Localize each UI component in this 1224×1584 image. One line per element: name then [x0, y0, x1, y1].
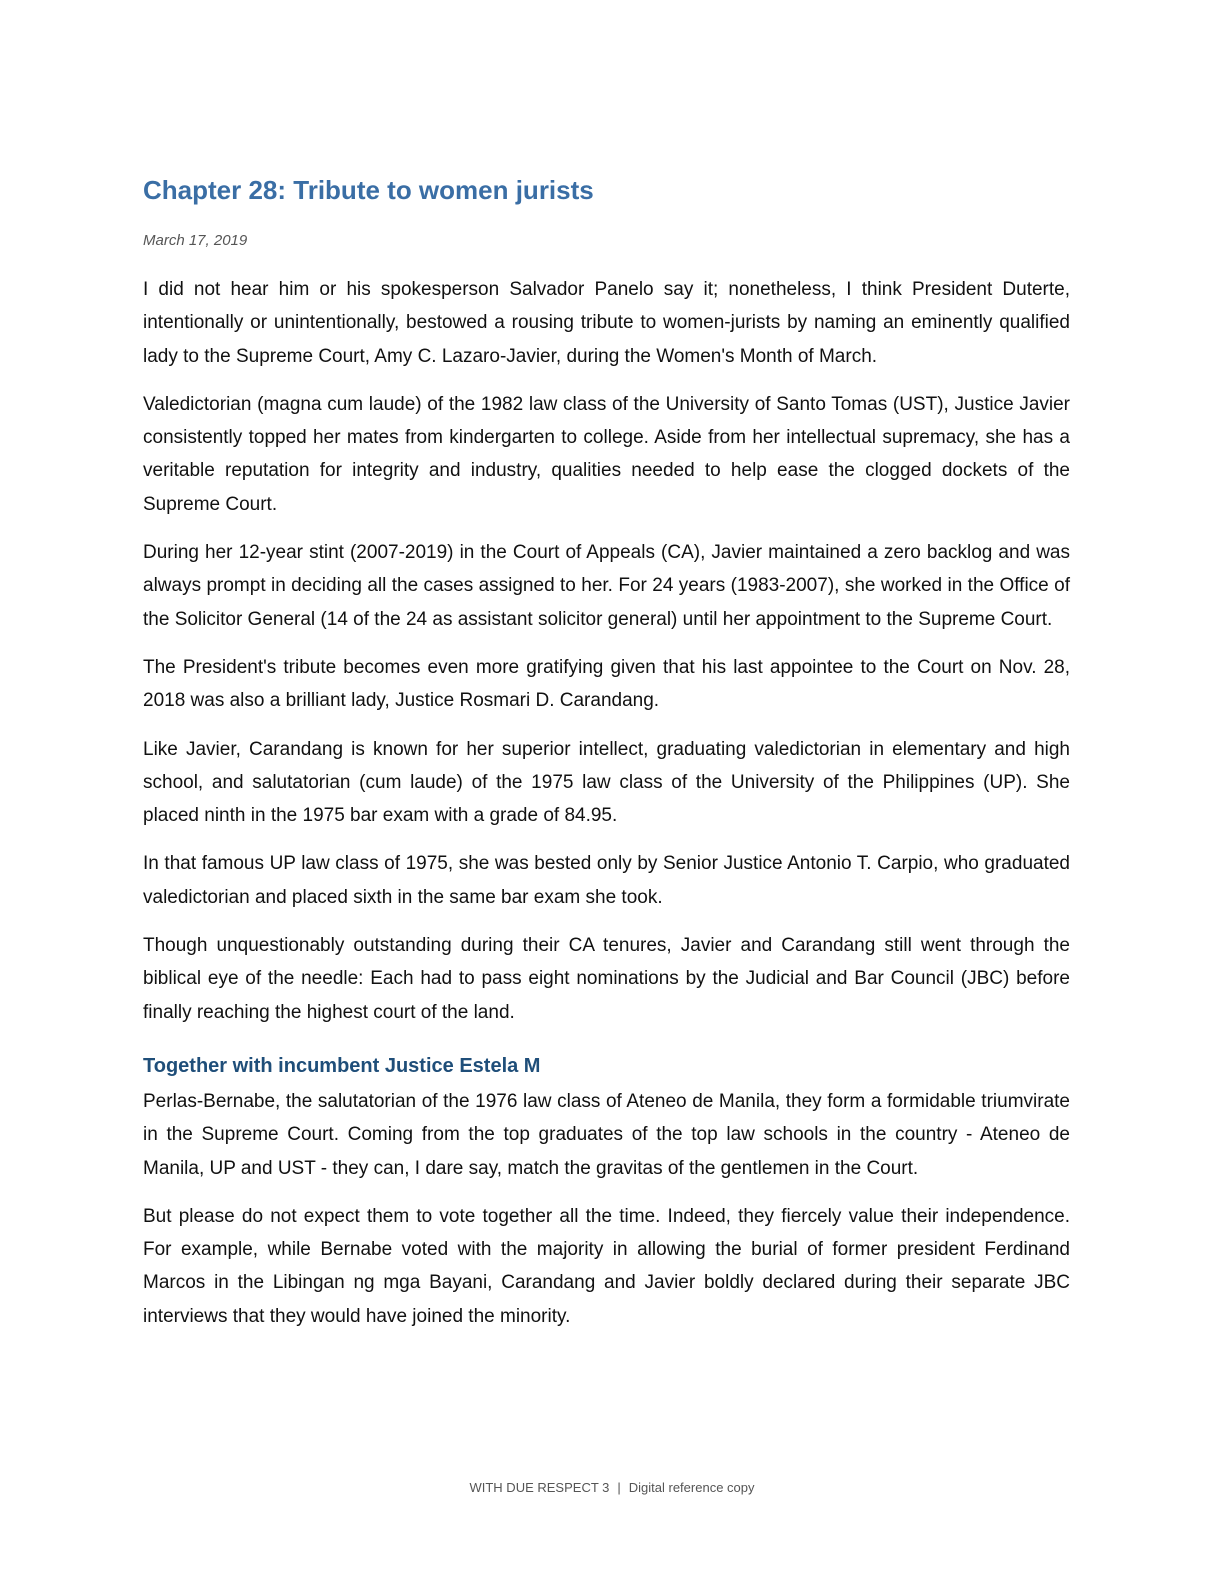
paragraph: Perlas-Bernabe, the salutatorian of the 1976 law class of Ateneo de Manila, they form a formidable triumvirate in the Supreme Court. Coming from the top graduates of the top law schools in the country - Ateneo de Manila, UP and UST - they can, I dare say, match the gravitas of the gentlemen in the Court.	[143, 1090, 1070, 1179]
article-body-continued	[143, 1085, 1070, 1333]
chapter-title: Chapter 28: Tribute to women jurists	[143, 175, 594, 205]
footer-note: Digital reference copy	[628, 1480, 755, 1495]
paragraph: The President's tribute becomes even more gratifying given that his last appointee to the Court on Nov. 28, 2018 was also a brilliant lady, Justice Rosmari D. Carandang.	[143, 656, 1070, 712]
paragraph: But please do not expect them to vote together all the time. Indeed, they fiercely value their independence. For example, while Bernabe voted with the majority in allowing the burial of former president Ferdinand Marcos in the Libingan ng mga Bayani, Carandang and Javier boldly declared during their separate JBC interviews that they would have joined the minority.	[143, 1205, 1070, 1327]
paragraph: Like Javier, Carandang is known for her superior intellect, graduating valedictorian in elementary and high school, and salutatorian (cum laude) of the 1975 law class of the University of the Philippines (UP). She placed ninth in the 1975 bar exam with a grade of 84.95.	[143, 738, 1070, 827]
paragraph: In that famous UP law class of 1975, she was bested only by Senior Justice Antonio T. Carpio, who graduated valedictorian and placed sixth in the same bar exam she took.	[143, 853, 1070, 908]
document-page	[143, 170, 1070, 1348]
page-footer	[0, 1478, 1224, 1498]
section-subheading: Together with incumbent Justice Estela M	[143, 1054, 541, 1077]
paragraph: Though unquestionably outstanding during their CA tenures, Javier and Carandang still went through the biblical eye of the needle: Each had to pass eight nominations by the Judicial and Bar Council (JBC) before finally reaching the highest court of the land.	[143, 935, 1070, 1023]
article-body	[143, 273, 1070, 1029]
paragraph: I did not hear him or his spokesperson Salvador Panelo say it; nonetheless, I think President Duterte, intentionally or unintentionally, bestowed a rousing tribute to women-jurists by naming an eminently qualified lady to the Supreme Court, Amy C. Lazaro-Javier, during the Women's Month of March.	[143, 279, 1070, 367]
paragraph: During her 12-year stint (2007-2019) in the Court of Appeals (CA), Javier maintained a zero backlog and was always prompt in deciding all the cases assigned to her. For 24 years (1983-2007), she worked in the Office of the Solicitor General (14 of the 24 as assistant solicitor general) until her appointment to the Supreme Court.	[143, 542, 1070, 630]
footer-book-title: WITH DUE RESPECT 3	[469, 1480, 610, 1495]
article-date: March 17, 2019	[143, 232, 248, 249]
paragraph: Valedictorian (magna cum laude) of the 1982 law class of the University of Santo Tomas (UST), Justice Javier consistently topped her mates from kindergarten to college. Aside from her intellectual supremacy, she has a veritable reputation for integrity and industry, qualities needed to help ease the clogged dockets of the Supreme Court.	[143, 393, 1070, 515]
footer-separator: |	[617, 1480, 621, 1495]
